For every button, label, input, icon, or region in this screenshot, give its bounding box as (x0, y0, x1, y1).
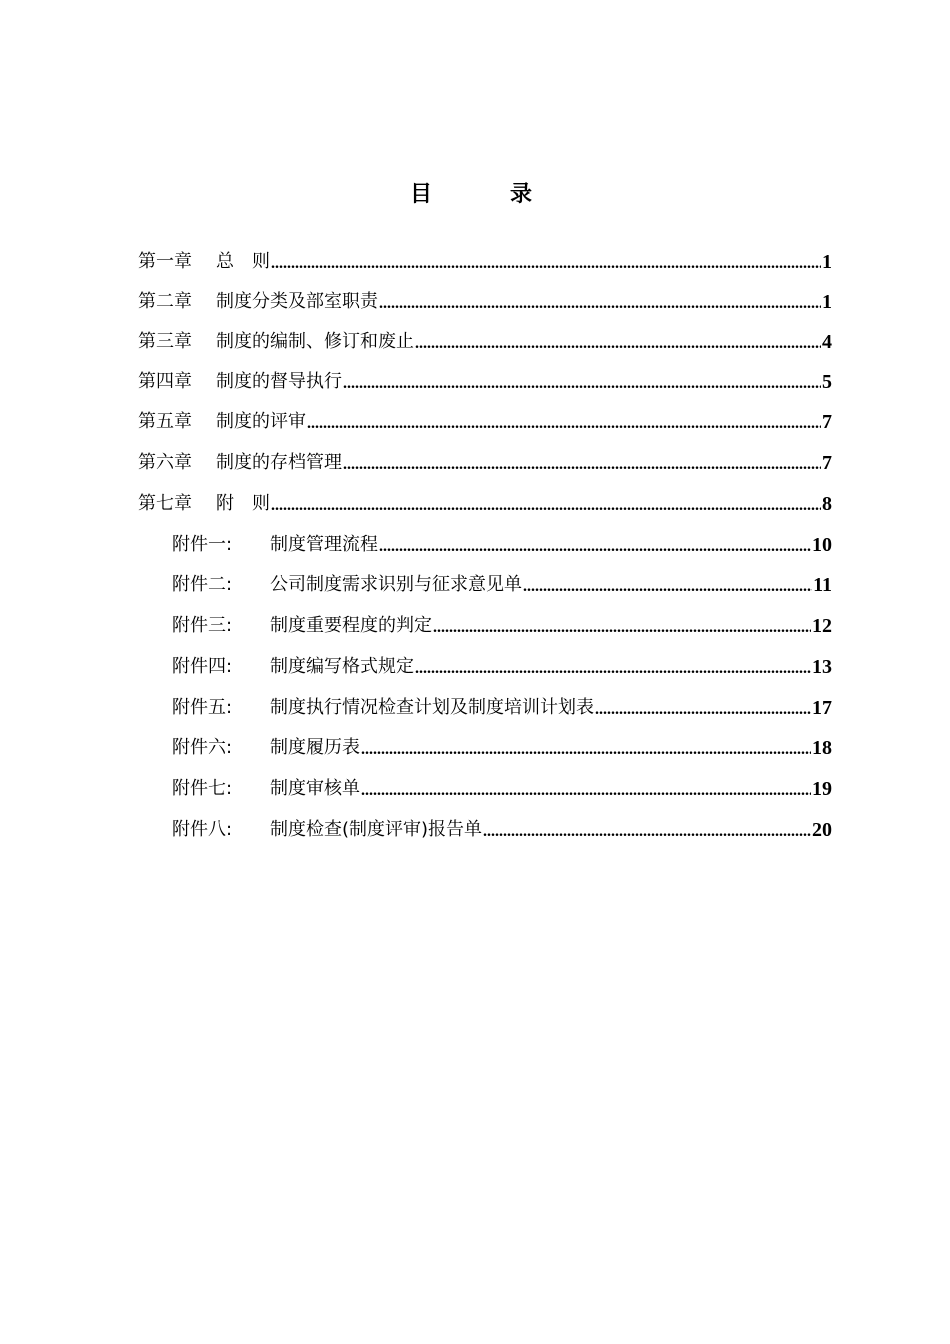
chapter-title: 总 则 (216, 251, 270, 272)
appendix-number: 附件三: (172, 615, 233, 636)
page-number: 19 (812, 778, 832, 800)
dot-leader (483, 810, 811, 850)
dot-leader (361, 769, 811, 809)
page-number: 12 (812, 615, 832, 637)
toc-entry-appendix-8[interactable] (172, 810, 832, 850)
dot-leader (415, 322, 821, 362)
toc-entry-appendix-2[interactable] (172, 565, 832, 605)
toc-entry-appendix-5[interactable] (172, 688, 832, 728)
page-number: 1 (822, 291, 832, 313)
dot-leader (343, 362, 821, 402)
chapter-number: 第四章 (138, 371, 192, 392)
page-number: 1 (822, 251, 832, 273)
chapter-number: 第二章 (138, 291, 192, 312)
chapter-title: 制度的督导执行 (216, 371, 342, 392)
dot-leader (307, 402, 821, 442)
toc-entry-appendix-6[interactable] (172, 728, 832, 768)
appendix-number: 附件二: (172, 574, 233, 595)
chapter-title: 制度的编制、修订和废止 (216, 331, 414, 352)
appendix-title: 制度编写格式规定 (270, 656, 414, 677)
page-number: 7 (822, 411, 832, 433)
dot-leader (343, 443, 821, 483)
page-number: 11 (813, 574, 832, 596)
toc-entry-appendix-4[interactable] (172, 647, 832, 687)
appendix-title: 制度履历表 (270, 737, 360, 758)
dot-leader (379, 282, 821, 322)
toc-entry-chapter-2[interactable] (138, 282, 832, 322)
appendix-number: 附件四: (172, 656, 233, 677)
dot-leader (595, 688, 811, 728)
chapter-title: 附 则 (216, 493, 270, 514)
appendix-title: 制度检查(制度评审)报告单 (270, 819, 483, 840)
appendix-title: 制度重要程度的判定 (270, 615, 432, 636)
toc-entry-chapter-1[interactable] (138, 242, 832, 282)
page-number: 17 (812, 697, 832, 719)
toc-entry-appendix-1[interactable] (172, 525, 832, 565)
toc-entry-chapter-4[interactable] (138, 362, 832, 402)
appendix-title: 公司制度需求识别与征求意见单 (270, 574, 522, 595)
page-number: 13 (812, 656, 832, 678)
toc-entry-appendix-3[interactable] (172, 606, 832, 646)
toc-entry-chapter-5[interactable] (138, 402, 832, 442)
appendix-number: 附件七: (172, 778, 233, 799)
page-number: 4 (822, 331, 832, 353)
toc-entry-chapter-7[interactable] (138, 484, 832, 524)
chapter-number: 第五章 (138, 411, 192, 432)
page-number: 5 (822, 371, 832, 393)
appendix-number: 附件八: (172, 819, 233, 840)
appendix-title: 制度管理流程 (270, 534, 378, 555)
appendix-number: 附件一: (172, 534, 233, 555)
toc-entry-chapter-6[interactable] (138, 443, 832, 483)
appendix-title: 制度执行情况检查计划及制度培训计划表 (270, 697, 594, 718)
chapter-number: 第三章 (138, 331, 192, 352)
chapter-title: 制度的评审 (216, 411, 306, 432)
dot-leader (361, 728, 811, 768)
dot-leader (379, 525, 811, 565)
dot-leader (523, 565, 812, 605)
chapter-number: 第七章 (138, 493, 192, 514)
toc-entry-appendix-7[interactable] (172, 769, 832, 809)
appendix-title: 制度审核单 (270, 778, 360, 799)
dot-leader (433, 606, 811, 646)
dot-leader (415, 647, 811, 687)
page-number: 18 (812, 737, 832, 759)
chapter-title: 制度分类及部室职责 (216, 291, 378, 312)
dot-leader (271, 484, 821, 524)
dot-leader (271, 242, 821, 282)
toc-title: 目 录 (409, 182, 560, 207)
toc-entry-chapter-3[interactable] (138, 322, 832, 362)
chapter-title: 制度的存档管理 (216, 452, 342, 473)
chapter-number: 第六章 (138, 452, 192, 473)
page-number: 8 (822, 493, 832, 515)
page-number: 7 (822, 452, 832, 474)
chapter-number: 第一章 (138, 251, 192, 272)
appendix-number: 附件五: (172, 697, 233, 718)
page-number: 10 (812, 534, 832, 556)
page-number: 20 (812, 819, 832, 841)
appendix-number: 附件六: (172, 737, 233, 758)
